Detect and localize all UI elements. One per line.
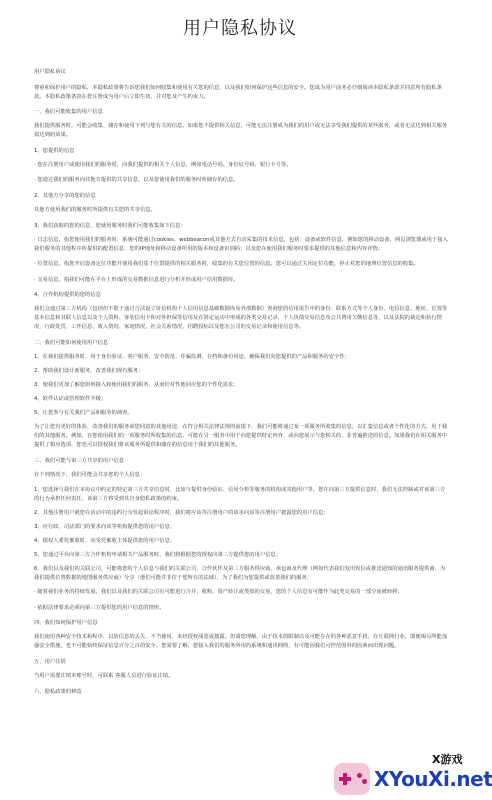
section-heading: 5、让您参与有关我们产品和服务的调查。 bbox=[34, 409, 133, 416]
policy-paragraph: 用户隐私协议 bbox=[34, 69, 66, 75]
section-heading: 3、使我们更加了解您如何接入和使用我们的服务，从而针对性地回应您的个性化需求； bbox=[34, 381, 239, 388]
policy-paragraph: · 您在注册用户或使用我们的服务时，向我们提供的相关个人信息，例如电话号码、身份证号码、银行卡号等。 bbox=[34, 161, 292, 168]
policy-paragraph: · 日志信息，指您使用我们的服务时，系统可能通过cookies、webbeacon或其他方式自动采集的技术信息，包括：设备或软件信息，例如您的移动设备、网页浏览器或用于接入我们服务的其他程序所提供的配置信息、您的IP地址和移动设备所用的版本和设备识别码；以及您在使用我们服务时要求提供的其他信息和内容详情。 bbox=[34, 236, 448, 252]
policy-paragraph: · 位置信息，指您开启设备定位功能并使用我们基于位置提供的相关服务时，收集的有关您位置的信息。您可以通过关闭定位功能，停止对您的地理位置信息的收集。 bbox=[34, 261, 419, 268]
section-heading: 5、您通过平台向第三方合作机构申请相关产品服务时，我们将根据您的授权向第三方提供您的用户信息； bbox=[34, 552, 282, 559]
section-heading: 2、帮助我们设计新服务，改善我们现有服务； bbox=[34, 367, 144, 374]
section-heading: 六、隐私政策的修改 bbox=[34, 688, 82, 695]
section-heading: 6、我们以及我们的关联公司，可能将您的个人信息与我们的关联公司、合作伙伴及第三方服务供应商、承包商及代理（例如代表我们发出短信或推送通知的通讯服务提供商、为我们提供位置数据的地图服务供应商）分享（他们可能并非位于您所在的法域），为了我们为您提供或改善我们的服务； bbox=[34, 566, 446, 582]
section-heading: 2、其他注册用户就您在活动中的违约行为发起诉讼程序时，我们将应该等注册用户的请求向该等注册用户披露您的用户信息； bbox=[34, 510, 329, 517]
section-heading: 三、我们可能与第三方共享的用户信息 bbox=[34, 457, 125, 464]
section-heading: 2、其他方分享的您的信息 bbox=[34, 192, 96, 199]
policy-paragraph: · 交易信息，指我们可能在平台上形成的交易数据信息进行分析并形成用户信用数据库。 bbox=[34, 276, 239, 283]
policy-paragraph: 我们会通过第三方机构（包括但不限于通过合法设立征信机构个人信用信息基础数据库及外部数据）查询您的信用报告中的身份、联系方式等个人身份、电信信息、地址、位置等基本信息和其联人信息以及个人资料、客装信用卡和对外担保等信用及在筒定运动中形成的各类交易记录，个人负债交易信息及公共费用欠缴信息等，以及法院的裁定和执行情况、行政处罚、工作信息、收入情况、家庭情况、社会关系情况、招聘投标以及您在公司的交易记录和使用信息等。 bbox=[34, 306, 448, 331]
section-heading: 四、我们如何保护用户信息 bbox=[34, 620, 98, 627]
policy-paragraph: · 随着我们业务的持续发展，我们以及我们的关联公司有可能进行合并、收购、资产转让或类似的交易，您的个人信息有可能作为此类交易的一部分而被转移； bbox=[34, 589, 403, 596]
section-heading: 1、您提供的信息 bbox=[34, 147, 75, 154]
policy-paragraph: 为了让您有更好的体验，改善我们的服务或您同意的其他用途，在符合相关法律法规的前提下，我们可能将通过某一项服务所收集的信息，以汇集信息或者个性化的方式，用于我们的其他服务。例如，在您使用我们的一项服务时所收集的信息，可能在另一服务中用于向您提供特定内容，或向您展示与您相关的、非普遍推送的信息。如果我们在相关服务中提供了相应选项，您也可以授权我们将该服务所提供和储存的信息用于我们的其他服务。 bbox=[34, 423, 448, 448]
policy-paragraph: 尊重和保护用户的隐私，本隐私政策将告诉您我们如何收集和使用有关您的信息，以及我们如何保护这些信息的安全。您成为用户前务必仔细阅读本隐私条款并同意所有隐私条款。本隐私政策条款在您注册成为用户后立即生效，并对您及产生约束力。 bbox=[34, 84, 442, 100]
section-heading: 3、我们获取的您的信息，您使用服务时我们可能收集如下信息： bbox=[34, 222, 186, 229]
site-watermark bbox=[332, 749, 492, 800]
policy-paragraph: 我们提供服务时，可能会收集、储存和使用下列与您有关的信息。如果您不提供相关信息，可能无法注册成为我们的用户或无法享受我们提供的某些服务，或者无法达到相关服务拟达到的效果。 bbox=[34, 123, 448, 139]
policy-paragraph: · 依据法律要求必须向第三方提供您的用户信息的情形。 bbox=[34, 604, 165, 611]
section-heading: 二、我们可能如何使用用户信息 bbox=[34, 339, 109, 346]
section-heading: 3、应行政、司法部门的要求向该等机构提供您的用户信息； bbox=[34, 524, 176, 531]
policy-paragraph: 当用户需要注销本账号时，可联系 客服人员进行验证注销。 bbox=[34, 672, 174, 679]
policy-paragraph: · 您通过我们的服务向其他方提供的共享信息，以及您使用我们的服务时所储存的信息。 bbox=[34, 177, 239, 184]
gamepad-icon bbox=[334, 763, 370, 795]
section-heading: 1、您选择与我们在本协议中约定的特定第三方共享信息时，比如与提供身份验证、信用分析等服务的机构或其他用户等。您在向第三方提供信息时，我们无法控制或对该第三方的行为承担任何责任，该第三方将受到其自身隐私政策的约束。 bbox=[34, 487, 446, 503]
section-heading: 五、用户注销 bbox=[34, 658, 66, 665]
policy-paragraph: 其他方使用我们的服务时所提供有关您的共享信息。 bbox=[34, 206, 156, 213]
section-heading: 4、债权人委托催收时，向受托催收主体提供您的用户信息； bbox=[34, 538, 176, 545]
watermark-brand-text: X游戏 bbox=[432, 753, 463, 766]
section-heading: 1、在我们提供服务时，用于身份验证、客户服务、安全防范、诈骗监测、存档和备份用途，确保我们向您提供的产品和服务的安全性； bbox=[34, 353, 350, 360]
policy-body bbox=[34, 68, 450, 702]
section-heading: 4、软件认证或管理软件升级； bbox=[34, 395, 107, 402]
policy-paragraph: 我们使用各种安全技术和程序，以防信息的丢失、不当使用、未经授权阅览或披露。但请您理解，由于技术的限制以及可能存在的各种恶意手段，在互联网行业，即便竭尽所能加强安全措施，也不可能始终保证信息百分之百的安全。您需要了解，您接入我们的服务所用的系统和通讯网络，有可能因我们可控范围外的因素而出现问题。 bbox=[34, 634, 448, 650]
watermark-site-text: XYouXi.net bbox=[374, 767, 492, 791]
page-title: 用户隐私协议 bbox=[183, 18, 297, 39]
section-heading: 4、合作机构提供的您的信息 bbox=[34, 292, 101, 299]
section-heading: 一、我们可能收集的用户信息 bbox=[34, 109, 103, 116]
policy-paragraph: 在下列情况下，我们可能会共享您的个人信息： bbox=[34, 471, 146, 478]
